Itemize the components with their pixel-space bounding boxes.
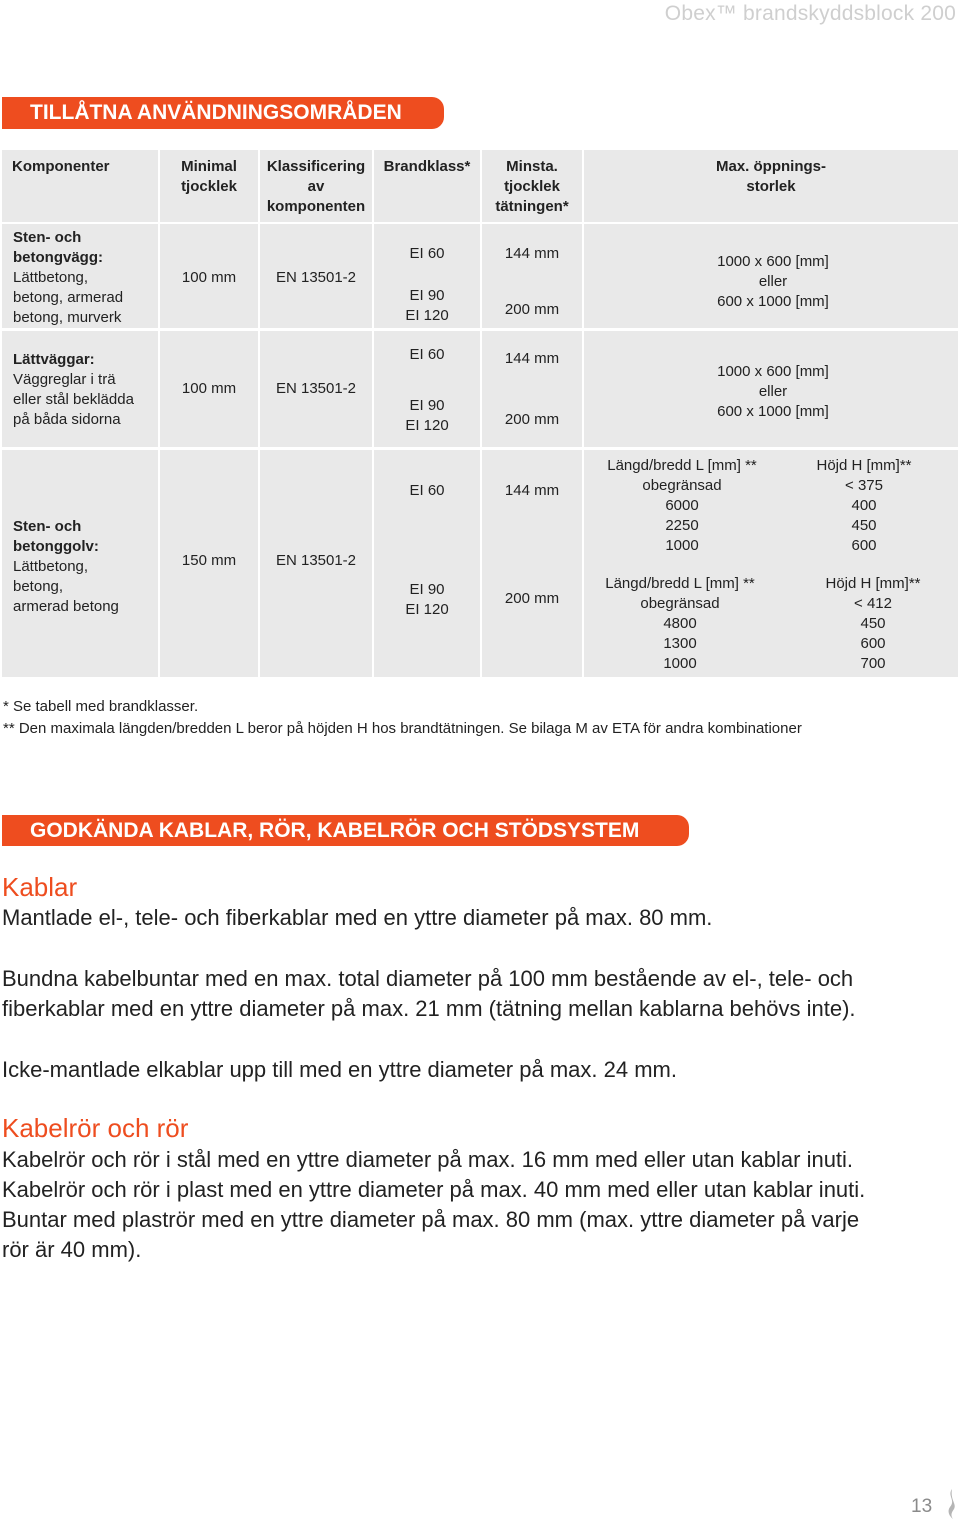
row1-size-cell — [584, 224, 958, 328]
row3-b-l-4: 1000 — [663, 655, 697, 672]
row3-a-l-4: 1000 — [665, 537, 699, 554]
row2-seal-b: 200 mm — [504, 411, 560, 428]
heading-kablar: Kablar — [2, 872, 78, 902]
row2-fire-cell — [374, 331, 480, 447]
row3-label-1: Lättbetong, — [13, 558, 89, 575]
row3-label-2: betong, — [13, 578, 64, 595]
kabelror-line-1: Kabelrör och rör i stål med en yttre diameter på max. 16 mm med eller utan kablar inuti. — [2, 1147, 854, 1172]
row1-label-2: betong, armerad — [13, 289, 124, 306]
section-title: TILLÅTNA ANVÄNDNINGSOMRÅDEN — [30, 101, 402, 124]
row1-fire-a: EI 60 — [409, 245, 445, 262]
row3-a-l-1: obegränsad — [642, 477, 722, 494]
row2-thickness: 100 mm — [181, 380, 237, 397]
header-komponenter: Komponenter — [12, 158, 110, 175]
header-cell-brandklass — [374, 150, 480, 222]
header-minsta-line1: Minsta. — [506, 158, 558, 175]
row3-a-h-1: < 375 — [845, 477, 883, 494]
header-max-line2: storlek — [746, 178, 796, 195]
document-title: Obex™ brandskyddsblock 200 — [664, 2, 956, 25]
row3-dims-cell — [584, 450, 958, 677]
row3-seal-a: 144 mm — [504, 482, 560, 499]
header-cell-komponenter — [2, 150, 158, 222]
kablar-paragraph-3: Icke-mantlade elkablar upp till med en yttre diameter på max. 24 mm. — [2, 1057, 677, 1082]
header-klass-line3: komponenten — [266, 198, 366, 215]
row2-fire-b1: EI 90 — [409, 397, 445, 414]
row1-class: EN 13501-2 — [275, 269, 357, 286]
flame-logo-icon — [944, 1488, 958, 1520]
row2-label-bold-1: Lättväggar: — [13, 351, 95, 368]
row2-seal-cell — [482, 331, 582, 447]
section-banner-usage — [2, 97, 444, 129]
row2-size-1: 1000 x 600 [mm] — [717, 363, 829, 380]
row3-a-l-header: Längd/bredd L [mm] ** — [607, 457, 757, 474]
header-cell-max — [584, 150, 958, 222]
row3-thickness-cell — [160, 450, 258, 677]
kablar-paragraph-2-line1: Bundna kabelbuntar med en max. total diameter på 100 mm bestående av el-, tele- och — [2, 966, 854, 991]
row3-a-l-2: 6000 — [665, 497, 699, 514]
row3-b-l-3: 1300 — [663, 635, 697, 652]
row3-b-h-3: 600 — [860, 635, 886, 652]
row1-label-3: betong, murverk — [13, 309, 122, 326]
row3-b-l-2: 4800 — [663, 615, 697, 632]
row1-fire-b2: EI 120 — [405, 307, 449, 324]
row1-thickness: 100 mm — [181, 269, 237, 286]
row1-label-bold-2: betongvägg: — [13, 249, 103, 266]
header-minsta-line2: tjocklek — [504, 178, 560, 195]
header-cell-minimal — [160, 150, 258, 222]
row1-label-bold-1: Sten- och — [13, 229, 82, 246]
row2-seal-a: 144 mm — [504, 350, 560, 367]
row3-a-l-3: 2250 — [665, 517, 699, 534]
row3-b-l-1: obegränsad — [640, 595, 720, 612]
row2-size-2: eller — [758, 383, 788, 400]
row2-label-cell — [2, 331, 158, 447]
row3-fire-a: EI 60 — [409, 482, 445, 499]
kablar-paragraph-2-line2: fiberkablar med en yttre diameter på max. 21 mm (tätning mellan kablarna behövs inte). — [2, 996, 856, 1021]
header-minimal-line1: Minimal — [181, 158, 237, 175]
footnote-1: * Se tabell med brandklasser. — [3, 698, 199, 715]
kabelror-line-3: Buntar med plaströr med en yttre diameter på max. 80 mm (max. yttre diameter på varje — [2, 1207, 860, 1232]
row1-label-cell — [2, 224, 158, 328]
row3-a-h-2: 400 — [851, 497, 877, 514]
row2-label-2: eller stål beklädda — [13, 391, 134, 408]
row2-class: EN 13501-2 — [275, 380, 357, 397]
kabelror-line-2: Kabelrör och rör i plast med en yttre diameter på max. 40 mm med eller utan kablar inuti. — [2, 1177, 866, 1202]
row3-b-h-2: 450 — [860, 615, 886, 632]
row1-size-1: 1000 x 600 [mm] — [717, 253, 829, 270]
row1-size-2: eller — [758, 273, 788, 290]
kabelror-line-4: rör är 40 mm). — [2, 1237, 142, 1262]
row1-size-3: 600 x 1000 [mm] — [717, 293, 829, 310]
row3-class: EN 13501-2 — [275, 552, 357, 569]
header-cell-minsta — [482, 150, 582, 222]
row2-label-3: på båda sidorna — [13, 411, 121, 428]
row3-seal-b: 200 mm — [504, 590, 560, 607]
row3-label-3: armerad betong — [13, 598, 119, 615]
kablar-paragraph-1: Mantlade el-, tele- och fiberkablar med en yttre diameter på max. 80 mm. — [2, 905, 713, 930]
header-minimal-line2: tjocklek — [181, 178, 237, 195]
row3-b-h-header: Höjd H [mm]** — [825, 575, 921, 592]
row3-label-cell — [2, 450, 158, 677]
row3-seal-cell — [482, 450, 582, 677]
row1-class-cell — [260, 224, 372, 328]
row2-size-3: 600 x 1000 [mm] — [717, 403, 829, 420]
row3-label-bold-1: Sten- och — [13, 518, 82, 535]
row3-a-h-4: 600 — [851, 537, 877, 554]
row3-class-cell — [260, 450, 372, 677]
header-cell-klassificering — [260, 150, 372, 222]
row1-thickness-cell — [160, 224, 258, 328]
row1-fire-cell — [374, 224, 480, 328]
header-minsta-line3: tätningen* — [495, 198, 569, 215]
row2-size-cell — [584, 331, 958, 447]
row2-fire-b2: EI 120 — [405, 417, 449, 434]
row3-b-l-header: Längd/bredd L [mm] ** — [605, 575, 755, 592]
page-number: 13 — [911, 1496, 933, 1517]
header-klass-line1: Klassificering — [266, 158, 366, 175]
row1-seal-b: 200 mm — [504, 301, 560, 318]
row3-b-h-1: < 412 — [854, 595, 892, 612]
row2-label-1: Väggreglar i trä — [13, 371, 116, 388]
row1-fire-b1: EI 90 — [409, 287, 445, 304]
row3-a-h-header: Höjd H [mm]** — [816, 457, 912, 474]
header-klass-line2: av — [307, 178, 325, 195]
section-banner-approved — [2, 815, 689, 846]
row2-fire-a: EI 60 — [409, 346, 445, 363]
row3-fire-cell — [374, 450, 480, 677]
row3-a-h-3: 450 — [851, 517, 877, 534]
footnote-2: ** Den maximala längden/bredden L beror på höjden H hos brandtätningen. Se bilaga M av ETA för andra kombinationer — [3, 720, 802, 737]
section-title-approved: GODKÄNDA KABLAR, RÖR, KABELRÖR OCH STÖDSYSTEM — [30, 818, 640, 842]
row3-fire-b2: EI 120 — [405, 601, 449, 618]
heading-kabelror: Kabelrör och rör — [2, 1113, 189, 1143]
header-brandklass: Brandklass* — [383, 158, 471, 175]
row3-b-h-4: 700 — [860, 655, 886, 672]
row1-label-1: Lättbetong, — [13, 269, 89, 286]
header-max-line1: Max. öppnings- — [716, 158, 826, 175]
row3-thickness: 150 mm — [181, 552, 237, 569]
row1-seal-a: 144 mm — [504, 245, 560, 262]
row3-label-bold-2: betonggolv: — [13, 538, 99, 555]
row1-seal-cell — [482, 224, 582, 328]
row2-class-cell — [260, 331, 372, 447]
row2-thickness-cell — [160, 331, 258, 447]
row3-fire-b1: EI 90 — [409, 581, 445, 598]
